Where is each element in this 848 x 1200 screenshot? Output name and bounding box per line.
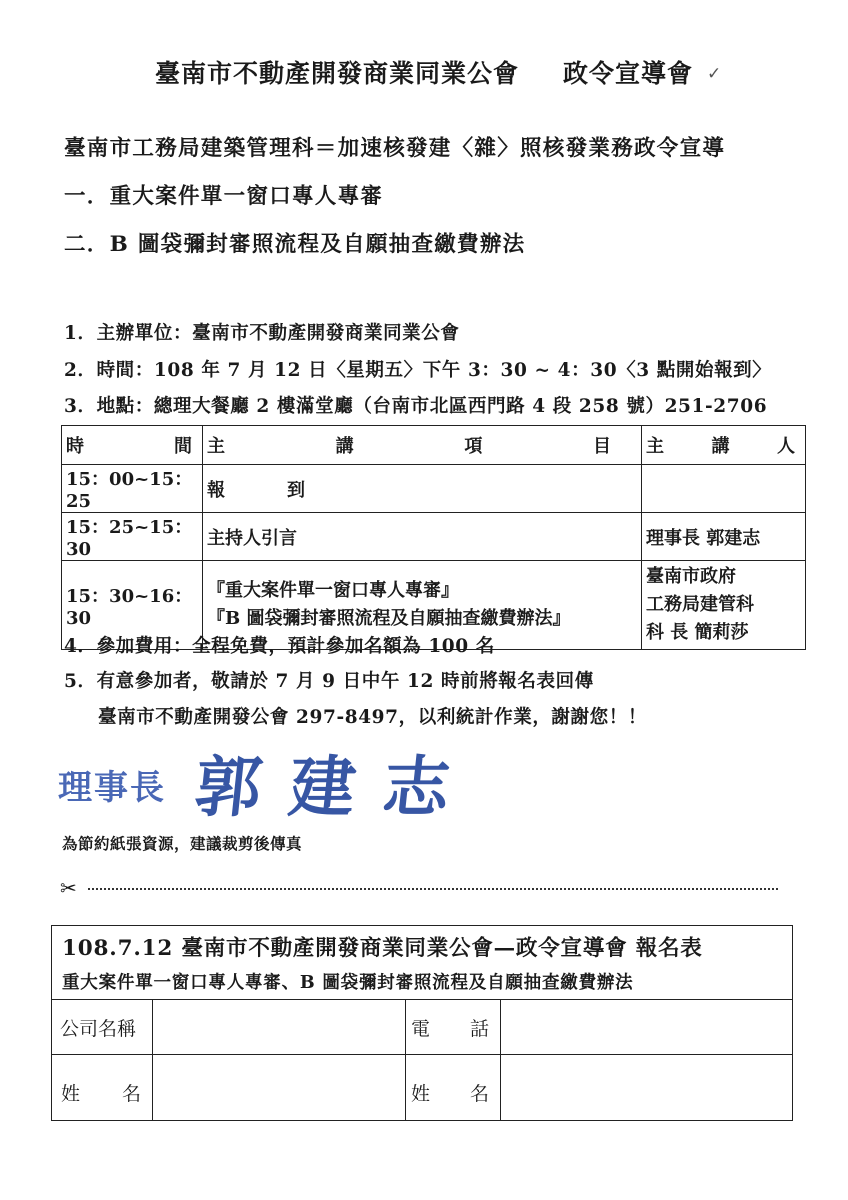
header-speaker-char: 講 bbox=[711, 436, 730, 457]
intro-line-2: 一．重大案件單一窗口專人專審 bbox=[64, 184, 384, 209]
grid-line bbox=[52, 999, 792, 1000]
row-topic bbox=[203, 465, 642, 513]
table-row bbox=[62, 513, 806, 561]
dotted-divider bbox=[88, 888, 778, 890]
label-char: 姓 bbox=[411, 1083, 431, 1105]
label-char: 名 bbox=[121, 1083, 141, 1105]
name-field-1[interactable] bbox=[154, 1056, 403, 1118]
header-speaker-char: 人 bbox=[777, 436, 795, 457]
header-speaker-char: 主 bbox=[646, 436, 664, 457]
form-subtitle: 重大案件單一窗口專人專審、B 圖袋彌封審照流程及自願抽查繳費辦法 bbox=[62, 973, 634, 993]
row-topic-char: 報 bbox=[207, 479, 225, 501]
header-topic-char: 講 bbox=[335, 436, 354, 457]
row-topic-line: 『B 圖袋彌封審照流程及自願抽查繳費辦法』 bbox=[207, 608, 571, 629]
header-topic bbox=[203, 426, 642, 465]
label-char: 電 bbox=[411, 1018, 431, 1040]
phone-field[interactable] bbox=[502, 1001, 790, 1053]
label-company: 公司名稱 bbox=[60, 1018, 137, 1040]
info-time: 2．時間：108 年 7 月 12 日〈星期五〉下午 3：30 ~ 4：30〈3 點開始報到〉 bbox=[64, 360, 772, 381]
row-speaker: 理事長 郭建志 bbox=[642, 513, 806, 561]
row-topic-char: 到 bbox=[287, 479, 305, 501]
info-organizer: 1．主辦單位：臺南市不動產開發商業同業公會 bbox=[64, 323, 460, 344]
grid-line bbox=[500, 999, 501, 1120]
paper-saving-note: 為節約紙張資源，建議裁剪後傳真 bbox=[62, 834, 303, 853]
header-time-char: 間 bbox=[174, 436, 192, 457]
label-name-2 bbox=[411, 1079, 489, 1106]
speaker-line: 科 長 簡莉莎 bbox=[646, 622, 749, 643]
row-topic: 主持人引言 bbox=[203, 513, 642, 561]
header-topic-char: 主 bbox=[207, 436, 225, 457]
row-time: 15：30~16：30 bbox=[62, 561, 203, 650]
row-time: 15：25~15：30 bbox=[62, 513, 203, 561]
grid-line bbox=[152, 999, 153, 1120]
schedule-table bbox=[61, 425, 806, 650]
signature-name: 郭建志 bbox=[191, 748, 482, 826]
page-title-org: 臺南市不動產開發商業同業公會 bbox=[154, 59, 519, 88]
intro-line-3: 二．B 圖袋彌封審照流程及自願抽查繳費辦法 bbox=[64, 232, 526, 257]
signature-stamp bbox=[58, 728, 482, 826]
cut-line bbox=[60, 878, 778, 898]
intro-line-1: 臺南市工務局建築管理科＝加速核發建〈雜〉照核發業務政令宣導 bbox=[64, 136, 726, 161]
page-title-event: 政令宣導會 bbox=[563, 59, 694, 88]
scissors-icon: ✂ bbox=[60, 876, 77, 900]
company-field[interactable] bbox=[154, 1001, 403, 1053]
speaker-line: 工務局建管科 bbox=[646, 594, 754, 615]
check-mark-icon: ✓ bbox=[707, 64, 722, 84]
registration-form bbox=[51, 925, 793, 1121]
row-speaker bbox=[642, 561, 806, 650]
header-time bbox=[62, 426, 203, 465]
signature-title: 理事長 bbox=[58, 768, 166, 808]
label-name-1 bbox=[61, 1079, 141, 1106]
row-time: 15：00~15：25 bbox=[62, 465, 203, 513]
speaker-line: 臺南市政府 bbox=[646, 566, 736, 587]
info-register: 5．有意參加者，敬請於 7 月 9 日中午 12 時前將報名表回傳 bbox=[64, 671, 594, 692]
name-field-2[interactable] bbox=[502, 1056, 790, 1118]
label-phone bbox=[411, 1014, 489, 1041]
header-topic-char: 項 bbox=[464, 436, 483, 457]
grid-line bbox=[52, 1054, 792, 1055]
grid-line bbox=[405, 999, 406, 1120]
label-char: 話 bbox=[469, 1018, 489, 1040]
info-fee: 4．參加費用：全程免費，預計參加名額為 100 名 bbox=[64, 636, 495, 657]
info-location: 3．地點：總理大餐廳 2 樓滿堂廳（台南市北區西門路 4 段 258 號）251-2706 bbox=[64, 396, 768, 417]
form-title: 108.7.12 臺南市不動產開發商業同業公會—政令宣導會 報名表 bbox=[62, 936, 703, 961]
header-speaker bbox=[642, 426, 806, 465]
label-char: 姓 bbox=[61, 1083, 81, 1105]
schedule-header-row bbox=[62, 426, 806, 465]
row-topic-line: 『重大案件單一窗口專人專審』 bbox=[207, 580, 459, 601]
info-contact: 臺南市不動產開發公會 297-8497，以利統計作業，謝謝您！！ bbox=[98, 707, 647, 728]
row-speaker bbox=[642, 465, 806, 513]
table-row bbox=[62, 465, 806, 513]
form-grid bbox=[52, 999, 792, 1120]
label-char: 名 bbox=[469, 1083, 489, 1105]
header-time-char: 時 bbox=[66, 436, 84, 457]
header-topic-char: 目 bbox=[592, 436, 611, 457]
